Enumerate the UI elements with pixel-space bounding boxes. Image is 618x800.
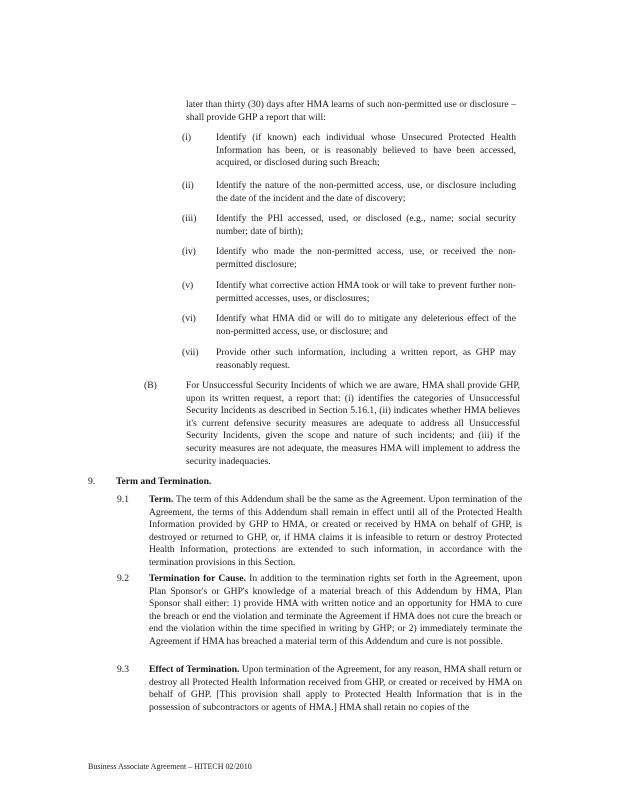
list-item xyxy=(182,280,522,305)
list-item-text: Identify what corrective action HMA took or will take to prevent further non-permitted accesses, uses, or disclosures; xyxy=(216,280,516,304)
list-item xyxy=(182,246,522,271)
list-item-number: (vi) xyxy=(182,313,196,324)
clause-number: 9.1 xyxy=(117,494,129,505)
section-title: Term and Termination. xyxy=(116,476,212,487)
list-item-text: Provide other such information, including a written report, as GHP may reasonably request. xyxy=(216,347,516,371)
list-item xyxy=(182,180,522,205)
list-item xyxy=(182,313,522,338)
list-item-text: Identify (if known) each individual whose Unsecured Protected Health Information has been, or is reasonably believed to have been accessed, acquired, or disclosed during such Breach; xyxy=(216,132,516,169)
clause-text: The term of this Addendum shall be the same as the Agreement. Upon termination of the Agreement, the terms of this Addendum shall remain in effect until all of the Protected Health Information provided by GHP to HMA, or created or received by HMA on behalf of GHP, is destroyed or returned to GHP, or, if HMA claims it is infeasible to return or destroy Protected Health Information, protections are extended to such information, in accordance with the termination provisions in this Section. xyxy=(149,494,522,568)
list-item-text: Identify the PHI accessed, used, or disclosed (e.g., name; social security number; date of birth); xyxy=(216,213,516,237)
subsection-number: (B) xyxy=(144,380,157,391)
list-item-text: Identify what HMA did or will do to mitigate any deleterious effect of the non-permitted access, use, or disclosure; and xyxy=(216,313,516,337)
list-item-number: (iv) xyxy=(182,246,196,257)
list-item xyxy=(182,132,522,170)
subsection-text: For Unsuccessful Security Incidents of which we are aware, HMA shall provide GHP, upon its written request, a report that: (i) identifies the categories of Unsuccessful Security Incidents as described in Section 5.16.1, (ii) indicates whether HMA believes it's current defensive security measures are adequate to address all Unsuccessful Security Incidents, given the scope and nature of such incidents; and (iii) if the security measures are not adequate, the measures HMA will implement to address the security inadequacies. xyxy=(186,380,520,467)
clause-paragraph xyxy=(117,573,522,649)
clause-paragraph xyxy=(117,664,522,714)
list-item xyxy=(182,347,522,372)
section-number: 9. xyxy=(88,476,96,487)
list-item-number: (v) xyxy=(182,280,194,291)
page-footer: Business Associate Agreement – HITECH 02/2010 xyxy=(88,762,252,771)
clause-number: 9.3 xyxy=(117,664,129,675)
list-item-number: (vii) xyxy=(182,347,199,358)
list-item-number: (ii) xyxy=(182,180,194,191)
intro-paragraph: later than thirty (30) days after HMA learns of such non-permitted use or disclosure – shall provide GHP a report that will: xyxy=(186,99,516,123)
clause-paragraph xyxy=(117,494,522,570)
list-item-number: (i) xyxy=(182,132,192,143)
clause-title: Term. xyxy=(149,494,174,505)
list-item-text: Identify the nature of the non-permitted access, use, or disclosure including the date of the incident and the date of discovery; xyxy=(216,180,516,204)
clause-number: 9.2 xyxy=(117,573,129,584)
clause-text: Upon termination of the Agreement, for any reason, HMA shall return or destroy all Protected Health Information received from GHP, or created or received by HMA on behalf of GHP. [This provision shall apply to Protected Health Information that is in the possession of subcontractors or agents of HMA.] HMA shall retain no copies of the xyxy=(149,664,522,713)
clause-title: Effect of Termination. xyxy=(149,664,240,675)
list-item-number: (iii) xyxy=(182,213,197,224)
clause-title: Termination for Cause. xyxy=(149,573,246,584)
list-item-text: Identify who made the non-permitted access, use, or received the non-permitted disclosure; xyxy=(216,246,516,270)
list-item xyxy=(182,213,522,238)
subsection-b xyxy=(144,380,520,468)
clause-text: In addition to the termination rights set forth in the Agreement, upon Plan Sponsor's or GHP's knowledge of a material breach of this Addendum by HMA, Plan Sponsor shall either: 1) provide HMA with written notice and an opportunity for HMA to cure the breach or end the violation and terminate the Agreement if HMA does not cure the breach or end the violation within the time specified in writing by GHP; or 2) immediately terminate the Agreement if HMA has breached a material term of this Addendum and cure is not possible. xyxy=(149,573,523,647)
